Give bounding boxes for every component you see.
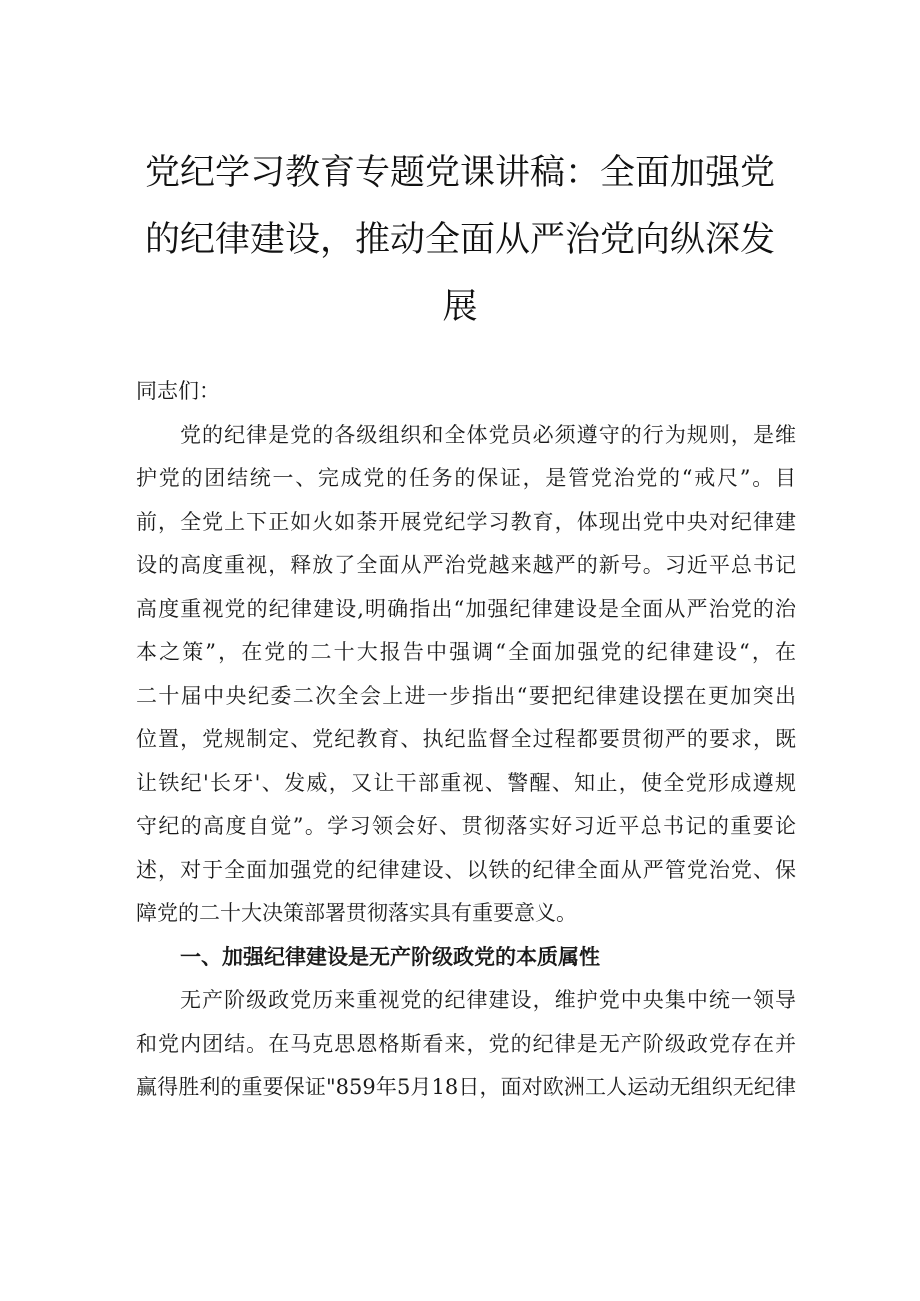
title-line: 的纪律建设，推动全面从严治党向纵深发: [144, 220, 775, 260]
paragraph-line: 高度重视党的纪律建设,明确指出“加强纪律建设是全面从严治党的治: [136, 596, 796, 621]
paragraph-line: 护党的团结统一、完成党的任务的保证，是管党治党的“戒尺”。目: [136, 466, 796, 490]
paragraph-line: 赢得胜利的重要保证"859年5月18日，面对欧洲工人运动无组织无纪律: [136, 1075, 796, 1099]
paragraph-intro: [136, 414, 796, 936]
title-line: 党纪学习教育专题党课讲稿：全面加强党: [144, 153, 775, 193]
document-title: [130, 140, 790, 341]
title-line: 展: [442, 287, 478, 327]
paragraph-line: 位置，党规制定、党纪教育、执纪监督全过程都要贯彻严的要求，既: [136, 727, 796, 751]
paragraph-line: 前，全党上下正如火如荼开展党纪学习教育，体现出党中央对纪律建: [136, 509, 796, 534]
paragraph-line: 设的高度重视，释放了全面从严治党越来越严的新号。习近平总书记: [136, 553, 796, 577]
paragraph-line: 和党内团结。在马克思恩格斯看来，党的纪律是无产阶级政党存在并: [136, 1031, 796, 1056]
paragraph-line: 守纪的高度自觉”。学习领会好、贯彻落实好习近平总书记的重要论: [136, 814, 796, 838]
paragraph-line: 述，对于全面加强党的纪律建设、以铁的纪律全面从严管党治党、保: [136, 857, 796, 882]
document-body: [136, 370, 796, 1110]
paragraph-line: 本之策”，在党的二十大报告中强调“全面加强党的纪律建设“，在: [136, 640, 796, 664]
paragraph-line: 无产阶级政党历来重视党的纪律建设，维护党中央集中统一领导: [180, 988, 796, 1012]
paragraph-line: 党的纪律是党的各级组织和全体党员必须遵守的行为规则，是维: [180, 422, 796, 447]
paragraph-line: 障党的二十大决策部署贯彻落实具有重要意义。: [136, 901, 577, 925]
salutation: 同志们：: [136, 379, 220, 403]
paragraph-line: 让铁纪'长牙'、发威，又让干部重视、警醒、知止，使全党形成遵规: [136, 770, 796, 795]
paragraph-section1: [136, 979, 796, 1110]
paragraph-line: 二十届中央纪委二次全会上进一步指出“要把纪律建设摆在更加突出: [136, 683, 796, 708]
section-heading: 一、加强纪律建设是无产阶级政党的本质属性: [180, 944, 600, 969]
